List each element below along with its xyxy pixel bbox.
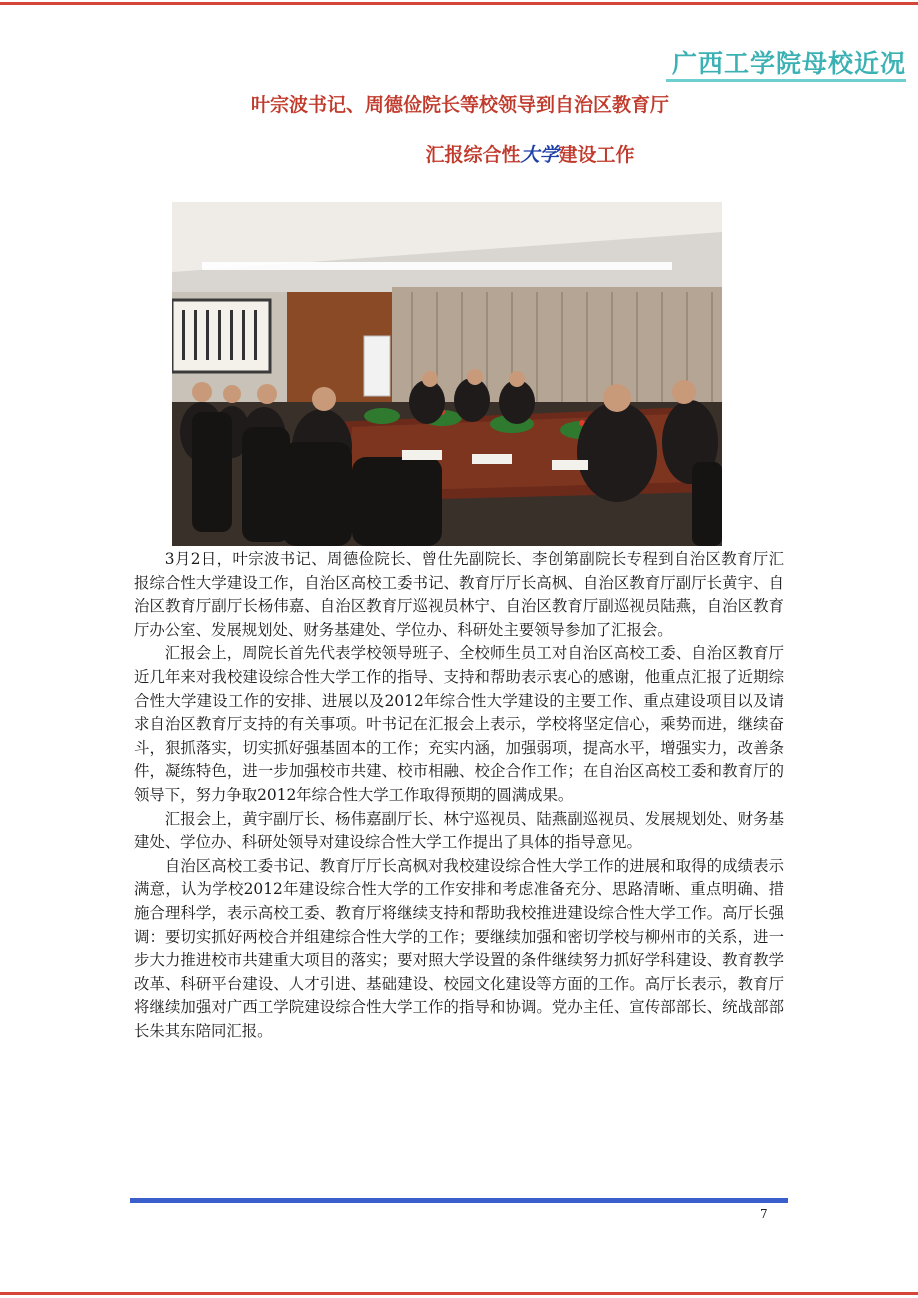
page-number: 7 bbox=[760, 1207, 768, 1221]
masthead bbox=[666, 44, 906, 84]
headline-line-2-part2: 建设工作 bbox=[558, 144, 635, 166]
headline-highlight: 大学 bbox=[520, 144, 559, 166]
paragraph-4: 自治区高校工委书记、教育厅厅长高枫对我校建设综合性大学工作的进展和取得的成绩表示满意，认为学校2012年建设综合性大学的工作安排和考虑准备充分、思路清晰、重点明确、措施合理科学，表示高校工委、教育厅将继续支持和帮助我校推进建设综合性大学工作。高厅长强调：要切实抓好两校合并组建综合性大学的工作；要继续加强和密切学校与柳州市的关系，进一步大力推进校市共建重大项目的落实；要对照大学设置的条件继续努力抓好学科建设、教育教学改革、科研平台建设、人才引进、基础建设、校园文化建设等方面的工作。高厅长表示，教育厅将继续加强对广西工学院建设综合性大学工作的指导和协调。党办主任、宣传部部长、统战部部长朱其东陪同汇报。 bbox=[134, 856, 784, 1040]
bottom-border bbox=[0, 1292, 918, 1295]
headline-line-2-part1: 汇报综合性 bbox=[425, 144, 521, 166]
footer-divider bbox=[130, 1198, 788, 1203]
paragraph-2: 汇报会上，周院长首先代表学校领导班子、全校师生员工对自治区高校工委、自治区教育厅近几年来对我校建设综合性大学工作的指导、支持和帮助表示衷心的感谢，他重点汇报了近期综合性大学建设工作的安排、进展以及2012年综合性大学建设的主要工作、重点建设项目以及请求自治区教育厅支持的有关事项。叶书记在汇报会上表示，学校将坚定信心，乘势而进，继续奋斗，狠抓落实，切实抓好强基固本的工作；充实内涵，加强弱项，提高水平，增强实力，改善条件，凝练特色，进一步加强校市共建、校市相融、校企合作工作；在自治区高校工委和教育厅的领导下，努力争取2012年综合性大学工作取得预期的圆满成果。 bbox=[134, 644, 784, 804]
masthead-underline bbox=[666, 79, 906, 82]
top-border bbox=[0, 2, 918, 5]
article-body bbox=[134, 548, 784, 1043]
headline-line-2 bbox=[380, 140, 680, 167]
headline-line-1: 叶宗波书记、周德俭院长等校领导到自治区教育厅 bbox=[250, 94, 669, 116]
masthead-text: 广西工学院母校近况 bbox=[671, 49, 906, 78]
paragraph-3: 汇报会上，黄宇副厅长、杨伟嘉副厅长、林宁巡视员、陆燕副巡视员、发展规划处、财务基建处、学位办、科研处领导对建设综合性大学工作提出了具体的指导意见。 bbox=[134, 809, 784, 852]
meeting-photo-icon bbox=[172, 202, 722, 546]
paragraph-1: 3月2日，叶宗波书记、周德俭院长、曾仕先副院长、李创第副院长专程到自治区教育厅汇报综合性大学建设工作，自治区高校工委书记、教育厅厅长高枫、自治区教育厅副厅长黄宇、自治区教育厅副厅长杨伟嘉、自治区教育厅巡视员林宁、自治区教育厅副巡视员陆燕，自治区教育厅办公室、发展规划处、财务基建处、学位办、科研处主要领导参加了汇报会。 bbox=[134, 550, 784, 639]
